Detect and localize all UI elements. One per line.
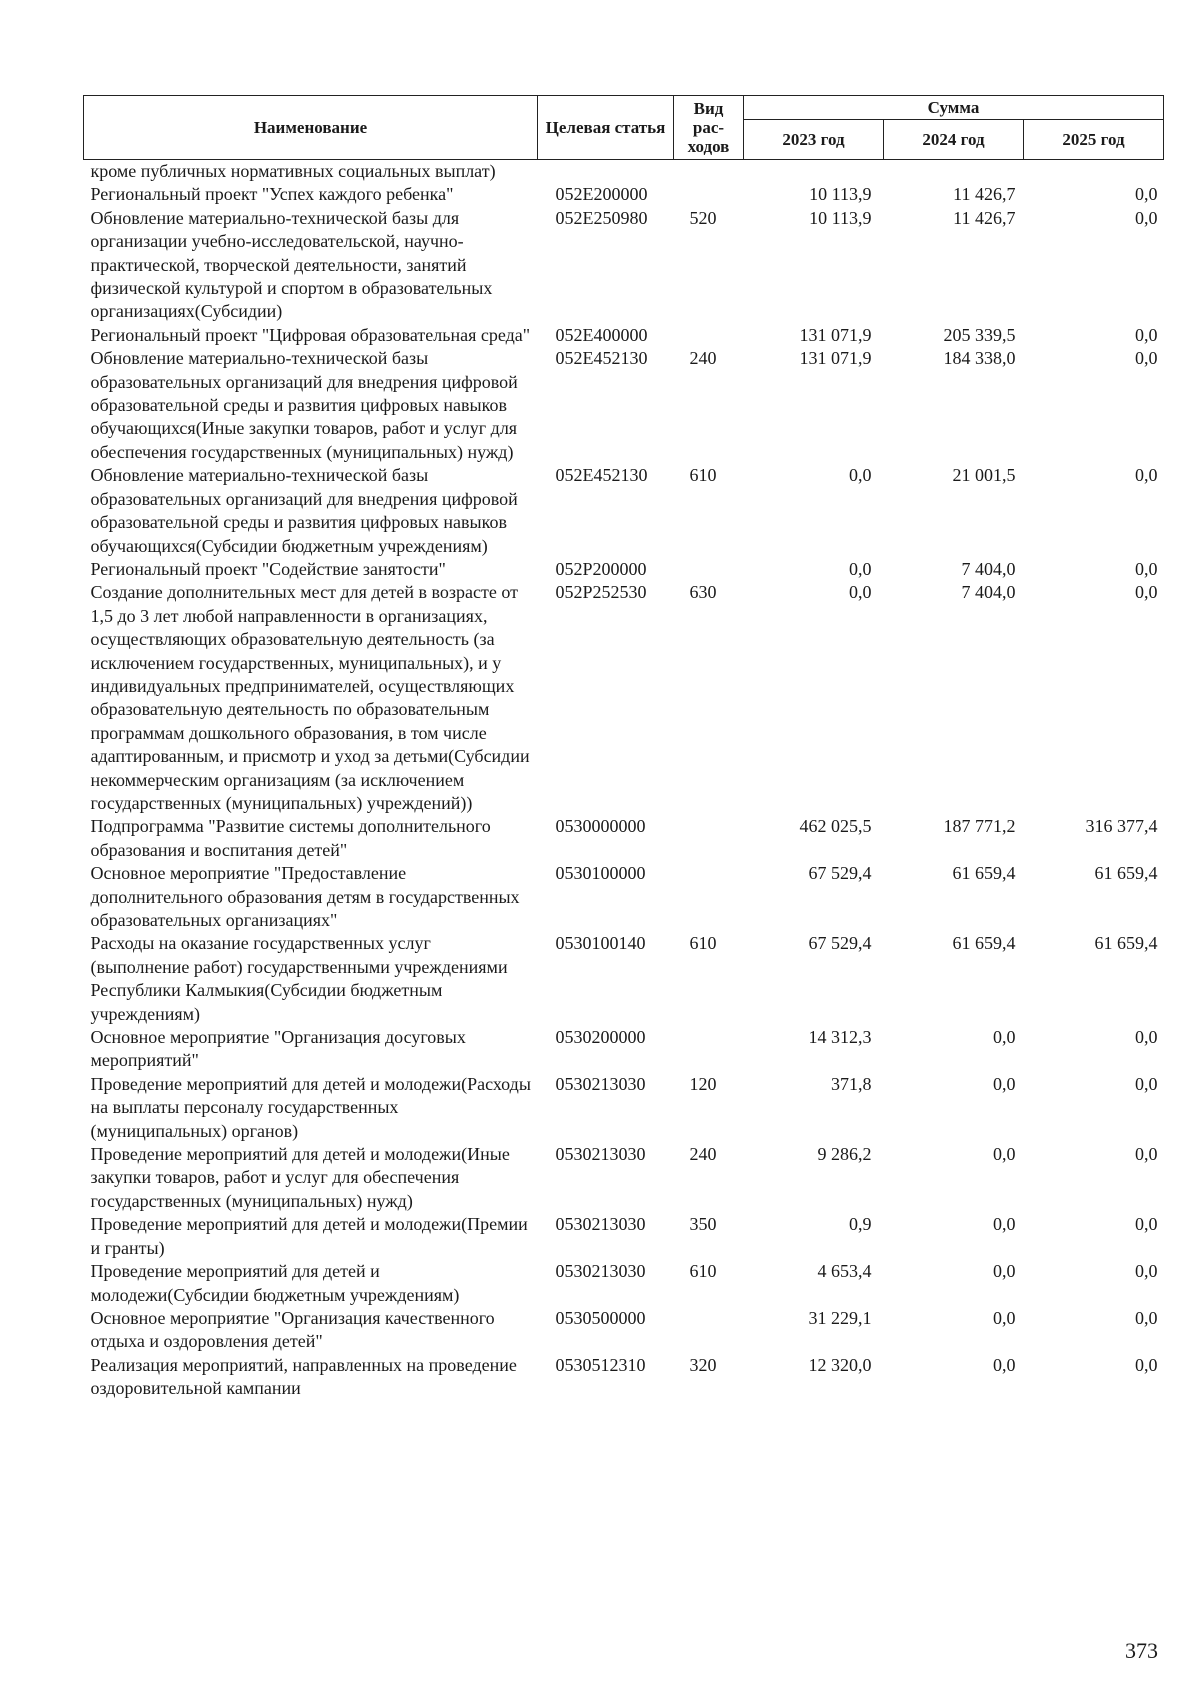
- cell-name: Основное мероприятие "Организация досуговых мероприятий": [90, 1027, 466, 1071]
- cell-kind: 350: [689, 1214, 717, 1235]
- cell-y2024: 0,0: [993, 1027, 1016, 1048]
- cell-y2023: 0,0: [849, 582, 872, 603]
- cell-y2023: 371,8: [831, 1073, 872, 1094]
- cell-y2025: 0,0: [1135, 324, 1158, 345]
- header-2024: 2024 год: [884, 120, 1024, 160]
- cell-name: Региональный проект "Содействие занятости": [90, 558, 446, 579]
- cell-y2023: [744, 160, 884, 184]
- cell-y2024: 11 426,7: [953, 207, 1016, 228]
- cell-name: Обновление материально-технической базы образовательных организаций для внедрения цифровой образовательной среды и развития цифровых навыков обучающихся(Субсидии бюджетным учреждениям): [90, 465, 518, 556]
- table-row: [84, 932, 1164, 1026]
- table-row: [84, 862, 1164, 932]
- cell-kind: 610: [689, 1261, 717, 1282]
- cell-y2025: 0,0: [1135, 1261, 1158, 1282]
- cell-y2023: 67 529,4: [808, 933, 872, 954]
- table-body: [84, 160, 1164, 1401]
- cell-name: Проведение мероприятий для детей и молодежи(Премии и гранты): [90, 1214, 528, 1258]
- cell-y2025: 0,0: [1135, 1214, 1158, 1235]
- cell-name: Обновление материально-технической базы для организации учебно-исследовательской, научно-практической, творческой деятельности, занятий физической культурой и спортом в образовательных организациях(Субсидии): [90, 207, 493, 322]
- cell-name: кроме публичных нормативных социальных выплат): [90, 161, 496, 181]
- cell-y2025: [1024, 160, 1164, 184]
- cell-code: 0530500000: [555, 1307, 646, 1328]
- cell-y2024: 61 659,4: [952, 863, 1016, 884]
- cell-code: 0530200000: [555, 1027, 646, 1048]
- cell-y2023: 462 025,5: [799, 816, 872, 837]
- cell-y2025: 316 377,4: [1085, 816, 1158, 837]
- header-target: Целевая статья: [538, 96, 674, 160]
- cell-code: 0530100140: [555, 933, 646, 954]
- cell-y2024: 0,0: [993, 1307, 1016, 1328]
- table-row: [84, 1143, 1164, 1213]
- cell-kind: [674, 1026, 744, 1073]
- cell-y2023: 131 071,9: [799, 324, 872, 345]
- cell-kind: 240: [689, 348, 717, 369]
- cell-y2025: 0,0: [1135, 1073, 1158, 1094]
- header-2023: 2023 год: [744, 120, 884, 160]
- cell-name: Расходы на оказание государственных услуг (выполнение работ) государственными учреждениями Республики Калмыкия(Субсидии бюджетным учреждениям): [90, 933, 508, 1024]
- cell-name: Проведение мероприятий для детей и молодежи(Субсидии бюджетным учреждениям): [90, 1261, 460, 1305]
- cell-code: 052E250980: [555, 207, 648, 228]
- table-row: [84, 1026, 1164, 1073]
- cell-y2025: 61 659,4: [1094, 933, 1158, 954]
- cell-y2024: 21 001,5: [952, 465, 1016, 486]
- table-row: [84, 207, 1164, 324]
- cell-y2023: 0,9: [849, 1214, 872, 1235]
- table-row: [84, 1213, 1164, 1260]
- cell-code: 052E200000: [555, 184, 648, 205]
- cell-kind: [674, 558, 744, 581]
- cell-name: Реализация мероприятий, направленных на проведение оздоровительной кампании: [90, 1354, 517, 1399]
- cell-name: Подпрограмма "Развитие системы дополнительного образования и воспитания детей": [90, 816, 491, 860]
- cell-kind: [674, 160, 744, 184]
- cell-code: 052E452130: [555, 348, 648, 369]
- cell-y2023: 14 312,3: [808, 1027, 872, 1048]
- cell-y2023: 67 529,4: [808, 863, 872, 884]
- cell-y2024: 0,0: [993, 1073, 1016, 1094]
- cell-code: 052P200000: [555, 558, 647, 579]
- cell-name: Региональный проект "Успех каждого ребенка": [90, 184, 454, 205]
- cell-kind: 320: [689, 1354, 717, 1375]
- cell-y2024: 61 659,4: [952, 933, 1016, 954]
- table-row: [84, 183, 1164, 206]
- cell-name: Обновление материально-технической базы образовательных организаций для внедрения цифровой образовательной среды и развития цифровых навыков обучающихся(Иные закупки товаров, работ и услуг для обеспечения государственных (муниципальных) нужд): [90, 348, 518, 462]
- cell-kind: 610: [689, 933, 717, 954]
- cell-kind: [674, 1307, 744, 1354]
- cell-y2025: 0,0: [1135, 558, 1158, 579]
- cell-y2025: 0,0: [1135, 1307, 1158, 1328]
- table-row: [84, 324, 1164, 347]
- cell-y2024: 0,0: [993, 1214, 1016, 1235]
- cell-kind: [674, 815, 744, 862]
- cell-kind: [674, 183, 744, 206]
- cell-code: 0530100000: [555, 863, 646, 884]
- table-header: [84, 96, 1164, 160]
- cell-code: 0530213030: [555, 1261, 646, 1282]
- cell-name: Региональный проект "Цифровая образовательная среда": [90, 324, 531, 345]
- cell-kind: 120: [689, 1073, 717, 1094]
- cell-code: 052E452130: [555, 465, 648, 486]
- table-row: [84, 160, 1164, 184]
- cell-name: Основное мероприятие "Предоставление дополнительного образования детям в государственных образовательных организациях": [90, 863, 520, 930]
- table-row: [84, 558, 1164, 581]
- table-row: [84, 581, 1164, 815]
- header-sum: Сумма: [744, 96, 1164, 120]
- cell-y2025: 0,0: [1135, 582, 1158, 603]
- cell-y2023: 10 113,9: [809, 184, 872, 205]
- cell-code: 0530213030: [555, 1144, 646, 1165]
- cell-y2024: 205 339,5: [943, 324, 1016, 345]
- cell-y2023: 131 071,9: [799, 348, 872, 369]
- cell-y2023: 0,0: [849, 558, 872, 579]
- table-row: [84, 1260, 1164, 1307]
- cell-y2025: 0,0: [1135, 465, 1158, 486]
- cell-y2024: 7 404,0: [961, 582, 1016, 603]
- cell-code: 052E400000: [555, 324, 648, 345]
- cell-name: Проведение мероприятий для детей и молодежи(Расходы на выплаты персоналу государственных (муниципальных) органов): [90, 1073, 531, 1141]
- cell-name: Основное мероприятие "Организация качественного отдыха и оздоровления детей": [90, 1307, 495, 1352]
- cell-y2023: 10 113,9: [809, 207, 872, 228]
- header-name: Наименование: [84, 96, 538, 160]
- cell-y2024: 0,0: [993, 1261, 1016, 1282]
- cell-y2025: 0,0: [1135, 1354, 1158, 1375]
- cell-kind: 610: [689, 465, 717, 486]
- cell-y2023: 31 229,1: [808, 1307, 872, 1328]
- cell-y2024: 187 771,2: [943, 816, 1016, 837]
- cell-code: 052P252530: [555, 582, 647, 603]
- cell-name: Создание дополнительных мест для детей в возрасте от 1,5 до 3 лет любой направленности в организациях, осуществляющих образовательную деятельность (за исключением государственных, муниципальных), и у индивидуальных предпринимателей, осуществляющих образовательную деятельность по образовательным программам дошкольного образования, в том числе адаптированным, и присмотр и уход за детьми(Субсидии некоммерческим организациям (за исключением государственных (муниципальных) учреждений)): [90, 582, 530, 813]
- cell-kind: 240: [689, 1144, 717, 1165]
- cell-y2024: 184 338,0: [943, 348, 1016, 369]
- table-row: [84, 464, 1164, 558]
- cell-y2025: 0,0: [1135, 207, 1158, 228]
- cell-y2025: 0,0: [1135, 184, 1158, 205]
- cell-y2024: 7 404,0: [961, 558, 1016, 579]
- cell-y2025: 0,0: [1135, 348, 1158, 369]
- cell-code: 0530000000: [555, 816, 646, 837]
- cell-y2024: 11 426,7: [953, 184, 1016, 205]
- table-row: [84, 815, 1164, 862]
- cell-y2025: 0,0: [1135, 1144, 1158, 1165]
- cell-code: 0530213030: [555, 1214, 646, 1235]
- cell-y2023: 4 653,4: [817, 1261, 872, 1282]
- cell-kind: 630: [689, 582, 717, 603]
- budget-table: [83, 95, 1164, 1401]
- table-row: [84, 1307, 1164, 1354]
- header-2025: 2025 год: [1024, 120, 1164, 160]
- table-row: [84, 347, 1164, 464]
- cell-y2023: 12 320,0: [808, 1354, 872, 1375]
- page-number: 373: [1125, 1638, 1158, 1663]
- cell-name: Проведение мероприятий для детей и молодежи(Иные закупки товаров, работ и услуг для обеспечения государственных (муниципальных) нужд): [90, 1144, 510, 1211]
- cell-y2025: 61 659,4: [1094, 863, 1158, 884]
- header-kind: Вид рас-ходов: [674, 96, 744, 160]
- cell-y2025: 0,0: [1135, 1027, 1158, 1048]
- cell-y2023: 9 286,2: [817, 1144, 872, 1165]
- cell-kind: [674, 324, 744, 347]
- cell-y2023: 0,0: [849, 465, 872, 486]
- cell-kind: [674, 862, 744, 932]
- cell-y2024: 0,0: [993, 1144, 1016, 1165]
- cell-code: 0530512310: [555, 1354, 646, 1375]
- table-row: [84, 1073, 1164, 1143]
- cell-y2024: 0,0: [993, 1354, 1016, 1375]
- table-row: [84, 1354, 1164, 1401]
- cell-code: [538, 160, 674, 184]
- cell-y2024: [884, 160, 1024, 184]
- cell-code: 0530213030: [555, 1073, 646, 1094]
- cell-kind: 520: [689, 207, 717, 228]
